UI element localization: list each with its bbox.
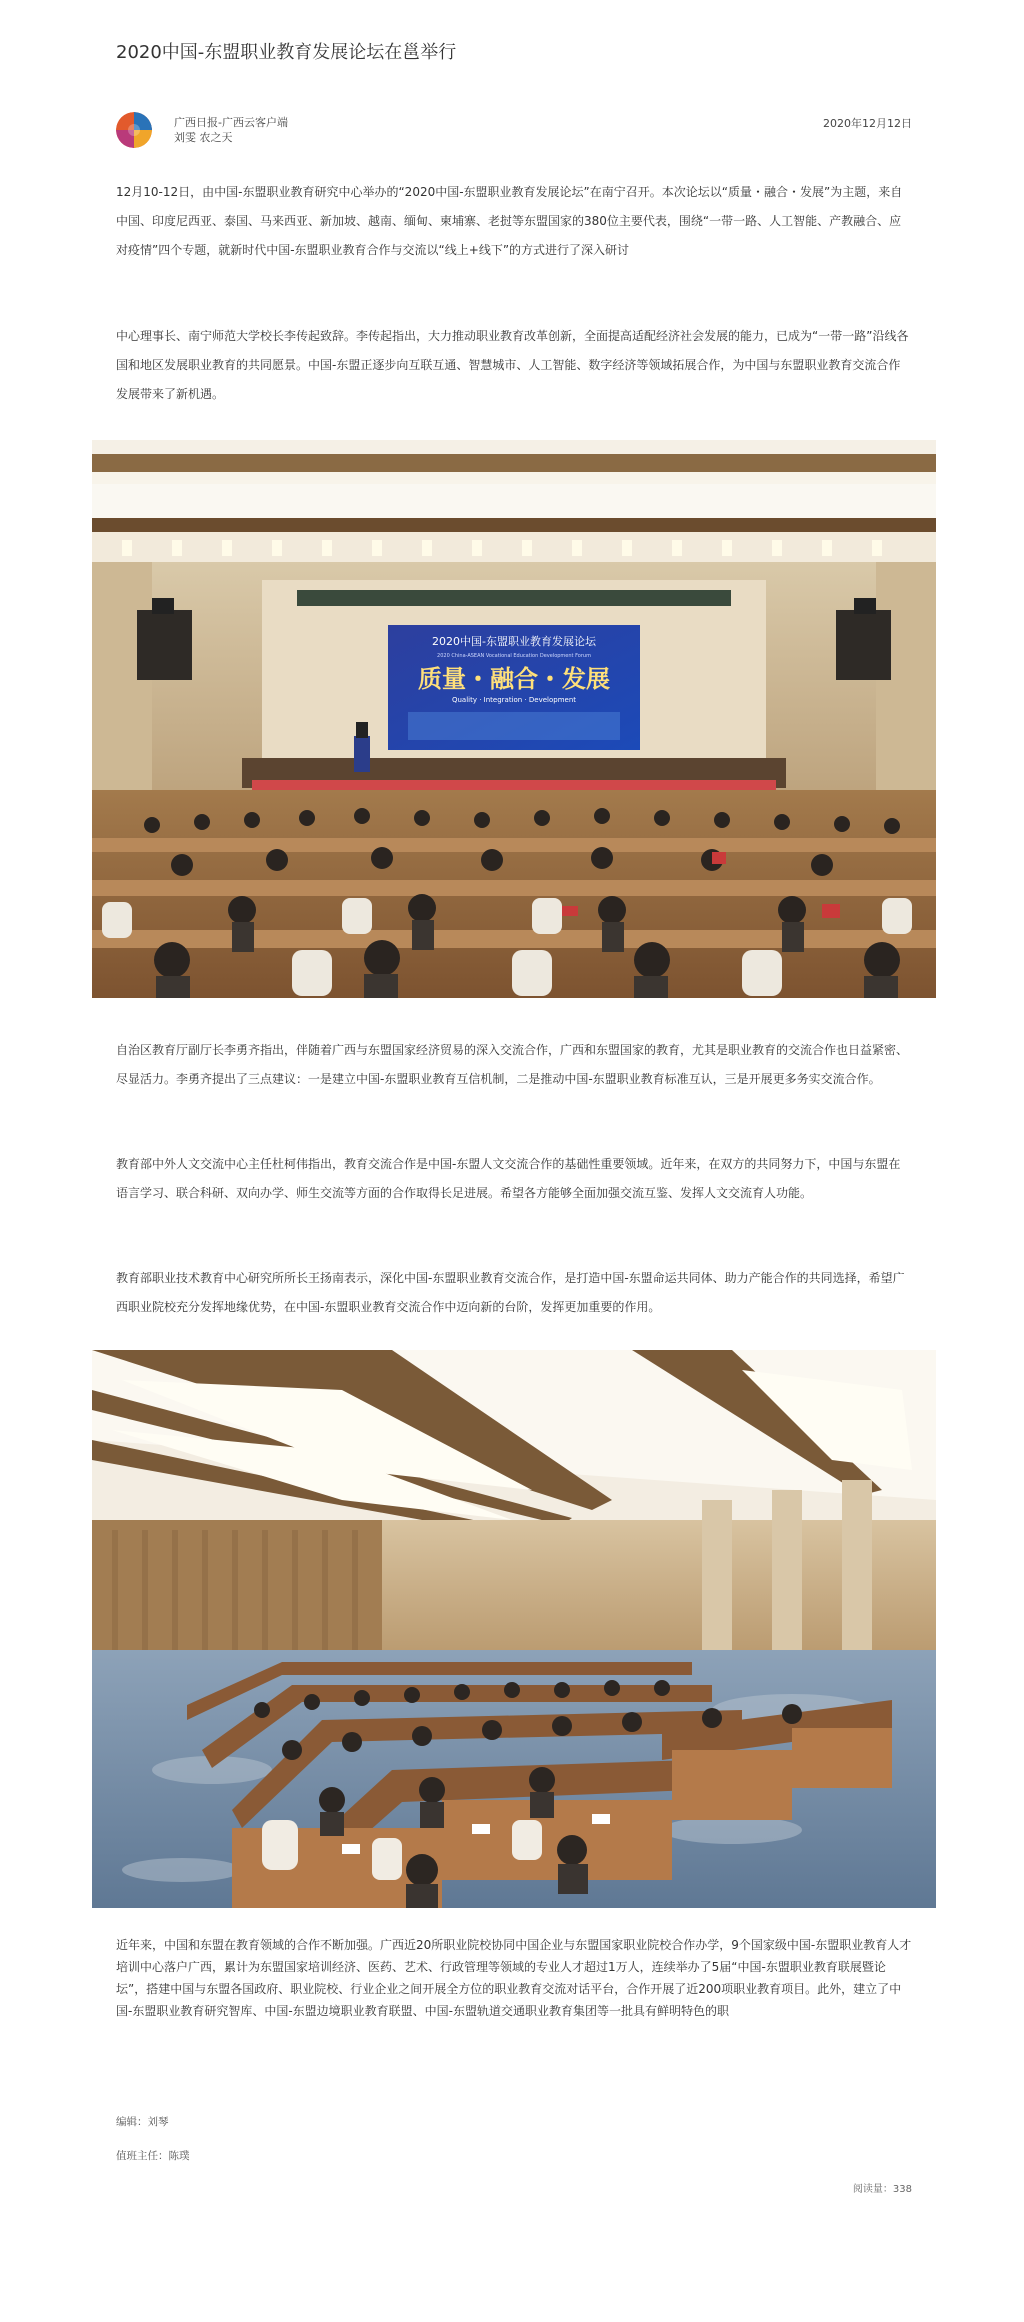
duty-editor-credit: 值班主任：陈璞 bbox=[116, 2150, 190, 2162]
article-meta bbox=[116, 112, 912, 152]
source-logo bbox=[116, 112, 152, 148]
paragraph-3: 自治区教育厅副厅长李勇齐指出，伴随着广西与东盟国家经济贸易的深入交流合作，广西和东盟国家的教育，尤其是职业教育的交流合作也日益紧密、尽显活力。李勇齐提出了三点建议：一是建立中国-东盟职业教育互信机制，二是推动中国-东盟职业教育标准互认，三是开展更多务实交流合作。 bbox=[116, 1043, 909, 1086]
slide-title: 2020中国-东盟职业教育发展论坛 bbox=[432, 635, 596, 648]
source-info bbox=[174, 115, 288, 145]
slide-subtitle: 2020 China-ASEAN Vocational Education Development Forum bbox=[437, 653, 591, 659]
read-count: 阅读量：338 bbox=[852, 2184, 912, 2195]
paragraph-1: 12月10-12日，由中国-东盟职业教育研究中心举办的“2020中国-东盟职业教育发展论坛”在南宁召开。本次论坛以“质量・融合・发展”为主题，来自中国、印度尼西亚、泰国、马来西亚、新加坡、越南、缅甸、柬埔寨、老挝等东盟国家的380位主要代表，围绕“一带一路、人工智能、产教融合、应对疫情”四个专题，就新时代中国-东盟职业教育合作与交流以“线上+线下”的方式进行了深入研讨 bbox=[116, 185, 903, 257]
paragraph-2: 中心理事长、南宁师范大学校长李传起致辞。李传起指出，大力推动职业教育改革创新，全面提高适配经济社会发展的能力，已成为“一带一路”沿线各国和地区发展职业教育的共同愿景。中国-东盟正逐步向互联互通、智慧城市、人工智能、数字经济等领域拓展合作，为中国与东盟职业教育交流合作发展带来了新机遇。 bbox=[116, 329, 909, 401]
author-names: 刘雯 农之天 bbox=[174, 131, 233, 144]
paragraph-4: 教育部中外人文交流中心主任杜柯伟指出，教育交流合作是中国-东盟人文交流合作的基础性重要领域。近年来，在双方的共同努力下，中国与东盟在语言学习、联合科研、双向办学、师生交流等方面的合作取得长足进展。希望各方能够全面加强交流互鉴、发挥人文交流育人功能。 bbox=[116, 1157, 901, 1200]
slide-headline: 质量・融合・发展 bbox=[418, 665, 610, 693]
photo-forum-hall bbox=[92, 440, 936, 998]
source-name: 广西日报-广西云客户端 bbox=[174, 116, 288, 129]
article-title: 2020中国-东盟职业教育发展论坛在邕举行 bbox=[116, 42, 457, 63]
publish-date: 2020年12月12日 bbox=[823, 117, 912, 130]
photo-session-room bbox=[92, 1350, 936, 1908]
editor-credit: 编辑：刘琴 bbox=[116, 2116, 169, 2128]
paragraph-6: 近年来，中国和东盟在教育领域的合作不断加强。广西近20所职业院校协同中国企业与东盟国家职业院校合作办学，9个国家级中国-东盟职业教育人才培训中心落户广西，累计为东盟国家培训经济、医药、艺术、行政管理等领域的专业人才超过1万人，连续举办了5届“中国-东盟职业教育联展暨论坛”，搭建中国与东盟各国政府、职业院校、行业企业之间开展全方位的职业教育交流对话平台，合作开展了近200项职业教育项目。此外，建立了中国-东盟职业教育研究智库、中国-东盟边境职业教育联盟、中国-东盟轨道交通职业教育集团等一批具有鲜明特色的职 bbox=[116, 1938, 912, 2018]
slide-english: Quality · Integration · Development bbox=[451, 696, 577, 704]
paragraph-5: 教育部职业技术教育中心研究所所长王扬南表示，深化中国-东盟职业教育交流合作，是打造中国-东盟命运共同体、助力产能合作的共同选择，希望广西职业院校充分发挥地缘优势，在中国-东盟职业教育交流合作中迈向新的台阶，发挥更加重要的作用。 bbox=[116, 1271, 905, 1314]
